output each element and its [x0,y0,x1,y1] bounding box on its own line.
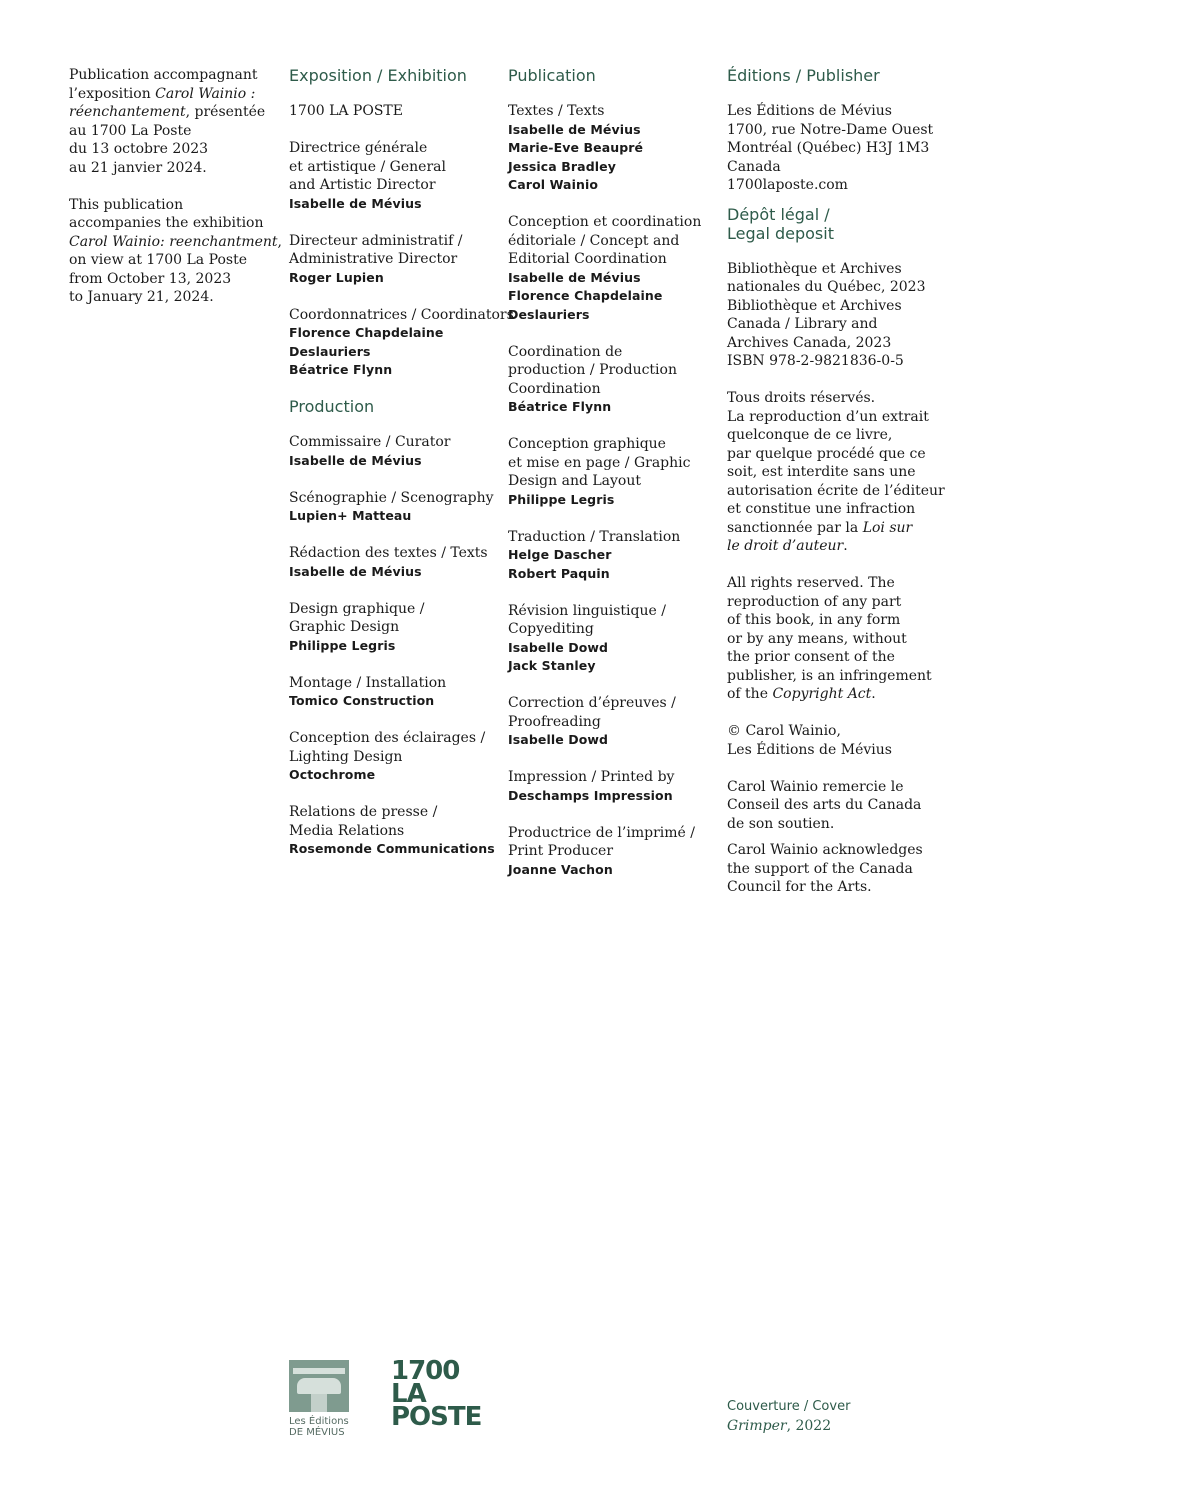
credit-block [508,694,708,750]
intro-line: au 1700 La Poste [69,122,192,139]
credit-role: Productrice de l’imprimé / [508,824,695,841]
credit-role: Impression / Printed by [508,769,675,785]
credit-role: et artistique / General [289,158,446,175]
thanks-french [727,778,937,834]
thanks-line: the support of the Canada [727,860,913,877]
credit-role: Conception et coordination [508,214,702,230]
publication-column [508,66,708,898]
intro-column [69,66,282,325]
thanks-line: de son soutien. [727,815,835,832]
credit-name: Philippe Legris [289,637,396,653]
credit-role: Révision linguistique / [508,602,666,619]
rights-line: the prior consent of the [727,649,895,665]
text-line: Bibliothèque et Archives [727,260,902,277]
credit-name: Marie-Eve Beaupré [508,140,644,155]
text-line: Archives Canada, 2023 [727,334,892,351]
credit-role: Coordination [508,380,601,397]
exhibition-heading: Exposition / Exhibition [289,66,467,85]
rights-line: et constitue une infraction [727,501,916,517]
text-line: ISBN 978-2-9821836-0-5 [727,353,904,369]
intro-line: on view at 1700 La Poste [69,252,247,268]
credit-role: Commissaire / Curator [289,434,451,450]
credit-block [289,803,495,859]
thanks-line: Carol Wainio remercie le [727,778,904,795]
thanks-line: Carol Wainio acknowledges [727,842,923,858]
credit-role: Coordination de [508,343,623,360]
rights-line: of the Copyright Act. [727,686,876,702]
credit-name: Deslauriers [508,306,590,322]
credit-role: Proofreading [508,713,601,730]
credit-block [508,528,708,584]
publisher-column [727,66,945,915]
legal-heading-line: Dépôt légal / [727,204,830,224]
thanks-line: Conseil des arts du Canada [727,797,922,813]
credit-role: Design and Layout [508,473,641,489]
credit-name: Florence Chapdelaine [289,325,444,340]
cover-label: Couverture / Cover [727,1399,851,1414]
thanks-english [727,841,937,897]
intro-line: Carol Wainio: reenchantment, [69,233,282,250]
production-credits [289,433,495,859]
publication-heading: Publication [508,66,596,85]
credit-name: Helge Dascher [508,547,612,562]
text-line: nationales du Québec, 2023 [727,279,926,295]
intro-line: Publication accompagnant [69,67,258,83]
credit-name: Isabelle de Mévius [289,563,422,579]
rights-line: quelconque de ce livre, [727,427,893,443]
intro-line: du 13 octobre 2023 [69,141,209,157]
credit-name: Béatrice Flynn [508,399,612,414]
credit-role: Textes / Texts [508,103,605,119]
credit-name: Isabelle Dowd [508,639,609,655]
credit-block [508,768,708,805]
credit-role: Rédaction des textes / Texts [289,545,488,561]
credit-block [289,489,494,526]
credit-block [508,435,708,509]
rights-line: soit, est interdite sans une [727,464,916,480]
publisher-address [727,102,937,195]
rights-line: or by any means, without [727,630,907,647]
intro-line: from October 13, 2023 [69,270,232,287]
credit-role: Montage / Installation [289,674,447,691]
credit-role: Copyediting [508,621,594,637]
credit-name: Béatrice Flynn [289,362,393,377]
text-line: Bibliothèque et Archives [727,297,902,314]
poste-logo-line: LA [391,1379,426,1409]
credit-name: Carol Wainio [508,177,599,192]
credit-name: Rosemonde Communications [289,841,495,856]
text-line: Canada / Library and [727,316,878,332]
rights-line: autorisation écrite de l’éditeur [727,482,945,499]
credit-block [289,544,489,581]
credit-name: Philippe Legris [508,491,615,507]
copyright-line: Les Éditions de Mévius [727,741,892,758]
credit-role: Design graphique / [289,600,425,617]
intro-french [69,66,264,177]
rights-line: of this book, in any form [727,612,901,628]
rights-line: publisher, is an infringement [727,667,932,684]
credit-name: Jessica Bradley [508,158,616,174]
thanks-line: Council for the Arts. [727,879,872,895]
credit-role: Directeur administratif / [289,232,463,249]
credit-block [289,232,489,288]
credit-role: éditoriale / Concept and [508,232,680,249]
credit-name: Joanne Vachon [508,861,613,877]
credit-role: Relations de presse / [289,804,438,820]
intro-line: réenchantement, présentée [69,104,266,120]
intro-line: to January 21, 2024. [69,289,214,305]
credit-name: Isabelle de Mévius [289,452,422,468]
credit-block [508,213,708,324]
credit-role: Media Relations [289,822,405,839]
mevius-logo-line: Les Éditions [289,1416,349,1427]
credit-role: Administrative Director [289,251,458,267]
credit-name: Deslauriers [289,343,371,359]
cover-title: Grimper, 2022 [727,1417,832,1434]
rights-line: All rights reserved. The [727,575,895,591]
mevius-logo [289,1360,351,1438]
rights-french [727,389,945,556]
la-poste-logo [391,1356,482,1432]
credit-name: Isabelle de Mévius [289,195,422,211]
credit-name: Isabelle Dowd [508,732,609,747]
intro-line: au 21 janvier 2024. [69,159,207,176]
legal-deposit-text [727,260,937,371]
publisher-heading: Éditions / Publisher [727,66,880,85]
credit-role: Conception des éclairages / [289,730,486,746]
publication-credits [508,102,708,879]
credit-role: Lighting Design [289,748,403,765]
intro-line: l’exposition Carol Wainio : [69,85,256,102]
copyright [727,722,937,759]
poste-logo-line: 1700 [391,1356,460,1386]
rights-line: sanctionnée par la Loi sur [727,519,913,536]
credit-name: Lupien+ Matteau [289,508,412,523]
rights-line: Tous droits réservés. [727,390,876,406]
credit-block [289,139,489,213]
intro-line: accompanies the exhibition [69,215,264,231]
credit-name: Isabelle de Mévius [508,269,641,285]
credit-role: Graphic Design [289,619,400,635]
credit-block [508,102,708,195]
rights-line: par quelque procédé que ce [727,445,926,462]
credit-role: Print Producer [508,843,614,859]
credit-role: and Artistic Director [289,177,436,193]
credit-role: Directrice générale [289,140,428,156]
credit-name: Tomico Construction [289,693,435,708]
text-line: Les Éditions de Mévius [727,103,892,119]
credit-name: Robert Paquin [508,565,610,581]
credit-block [508,343,708,417]
credit-block [289,433,489,470]
intro-english [69,196,282,307]
credit-role: Scénographie / Scenography [289,489,494,506]
credit-name: Isabelle de Mévius [508,121,641,137]
rights-english [727,574,937,704]
production-heading: Production [289,397,375,416]
cover-credit [727,1398,850,1435]
exhibition-credits [289,139,514,380]
poste-logo-line: POSTE [391,1402,482,1432]
credit-block [289,306,514,380]
venue-name: 1700 LA POSTE [289,103,403,119]
credit-name: Jack Stanley [508,658,596,673]
credit-name: Deschamps Impression [508,787,673,803]
credit-role: Traduction / Translation [508,528,681,545]
credit-name: Florence Chapdelaine [508,288,663,303]
exhibition-column [289,66,514,877]
rights-line: reproduction of any part [727,593,902,610]
venue [289,102,489,121]
credit-name: Roger Lupien [289,269,384,285]
credit-role: production / Production [508,362,677,378]
credit-block [289,729,489,785]
credit-block [289,600,489,656]
credit-role: Coordonnatrices / Coordinators [289,306,514,323]
text-line: 1700laposte.com [727,177,848,193]
credit-role: Editorial Coordination [508,251,667,267]
text-line: 1700, rue Notre-Dame Ouest [727,121,934,138]
text-line: Montréal (Québec) H3J 1M3 [727,140,930,156]
credit-block [289,674,489,711]
credit-block [508,824,708,880]
mevius-logo-text [289,1416,351,1438]
credit-name: Octochrome [289,767,376,782]
credit-role: Correction d’épreuves / [508,695,676,711]
copyright-line: © Carol Wainio, [727,723,841,739]
rights-line: La reproduction d’un extrait [727,408,929,425]
mevius-logo-line: DE MÉVIUS [289,1427,345,1438]
rights-line: le droit d’auteur. [727,538,848,554]
ionic-column-icon [289,1360,349,1412]
legal-heading-line: Legal deposit [727,223,834,243]
legal-deposit-heading [727,205,937,243]
intro-line: This publication [69,196,184,213]
credit-block [508,602,708,676]
credit-role: Conception graphique [508,436,666,452]
text-line: Canada [727,158,781,175]
credit-role: et mise en page / Graphic [508,454,691,471]
